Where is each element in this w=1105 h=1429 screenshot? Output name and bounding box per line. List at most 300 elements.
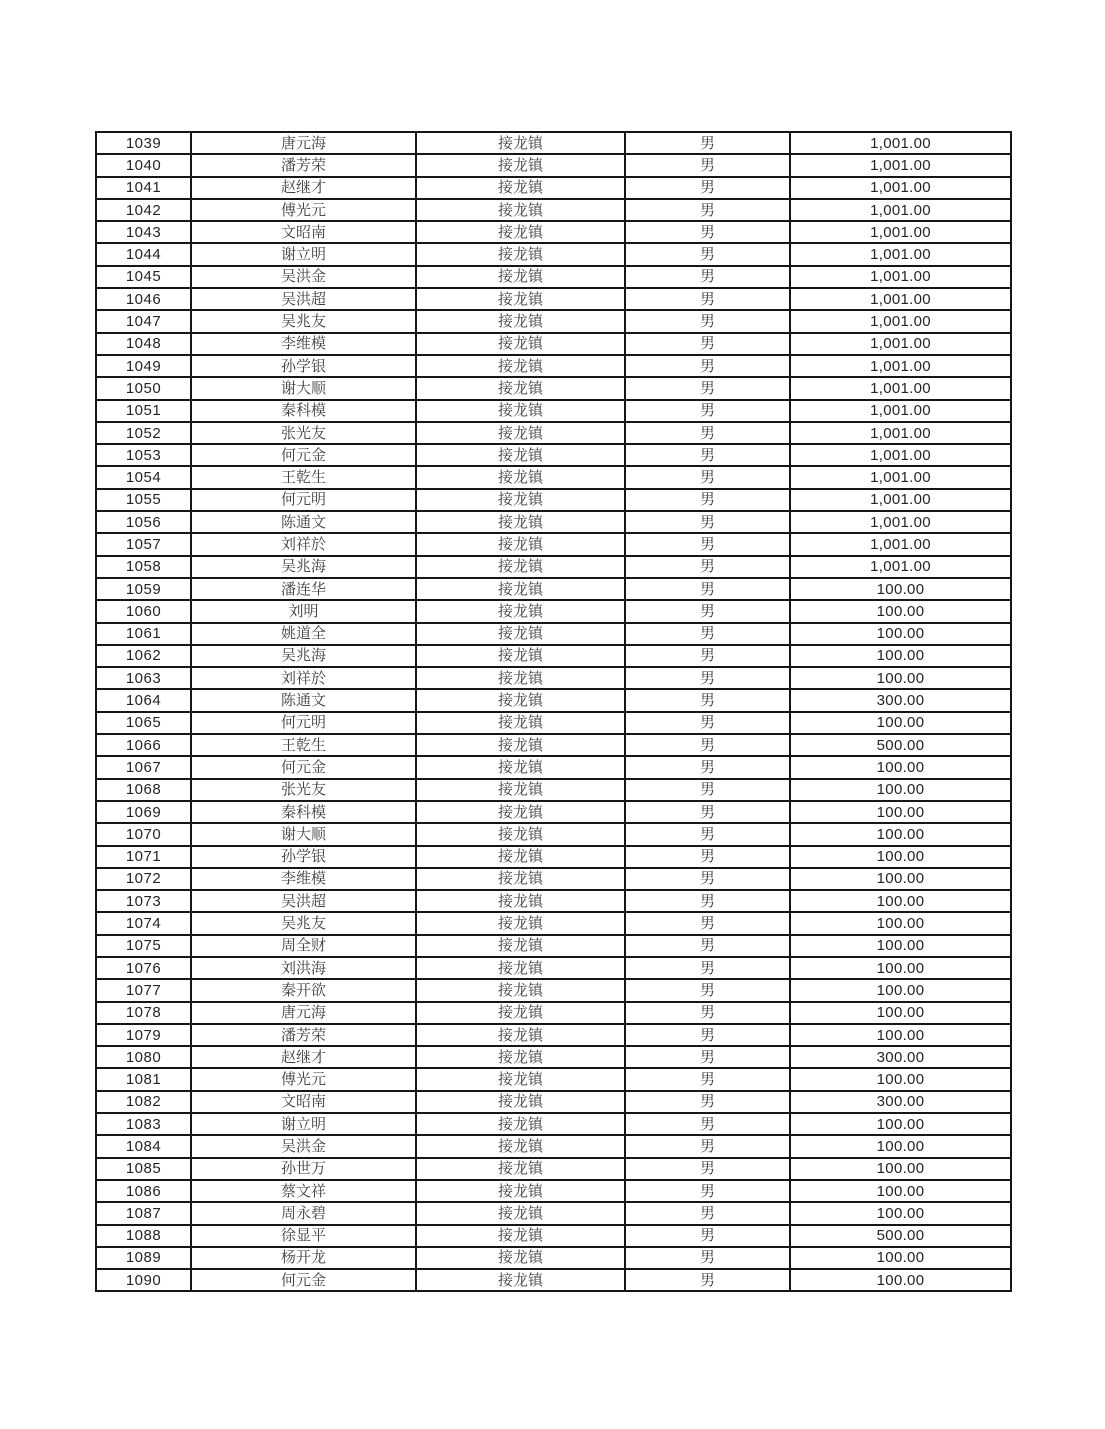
cell-amount: 500.00 [790,734,1011,756]
cell-amount: 1,001.00 [790,377,1011,399]
cell-amount: 100.00 [790,1158,1011,1180]
cell-amount: 1,001.00 [790,511,1011,533]
table-row [96,846,1011,868]
cell-name: 潘连华 [191,578,416,600]
cell-id: 1058 [96,556,191,578]
cell-id: 1077 [96,979,191,1001]
cell-town: 接龙镇 [416,734,625,756]
cell-name: 吴兆海 [191,645,416,667]
cell-id: 1044 [96,243,191,265]
cell-amount: 100.00 [790,1024,1011,1046]
cell-id: 1084 [96,1135,191,1157]
table-row [96,199,1011,221]
cell-gender: 男 [625,466,790,488]
cell-amount: 1,001.00 [790,243,1011,265]
cell-amount: 100.00 [790,712,1011,734]
cell-town: 接龙镇 [416,712,625,734]
cell-town: 接龙镇 [416,1225,625,1247]
cell-amount: 1,001.00 [790,556,1011,578]
cell-amount: 100.00 [790,935,1011,957]
cell-town: 接龙镇 [416,823,625,845]
cell-gender: 男 [625,132,790,154]
cell-name: 杨开龙 [191,1247,416,1269]
cell-name: 吴兆友 [191,310,416,332]
cell-id: 1083 [96,1113,191,1135]
table-row [96,333,1011,355]
cell-id: 1086 [96,1180,191,1202]
cell-id: 1057 [96,533,191,555]
cell-amount: 1,001.00 [790,177,1011,199]
cell-gender: 男 [625,511,790,533]
cell-name: 赵继才 [191,177,416,199]
cell-gender: 男 [625,600,790,622]
table-row [96,912,1011,934]
cell-id: 1056 [96,511,191,533]
table-row [96,310,1011,332]
cell-amount: 1,001.00 [790,154,1011,176]
cell-town: 接龙镇 [416,556,625,578]
cell-gender: 男 [625,444,790,466]
cell-town: 接龙镇 [416,689,625,711]
cell-name: 赵继才 [191,1046,416,1068]
cell-town: 接龙镇 [416,645,625,667]
table-row [96,734,1011,756]
cell-gender: 男 [625,266,790,288]
cell-gender: 男 [625,177,790,199]
cell-name: 陈通文 [191,689,416,711]
cell-name: 张光友 [191,422,416,444]
cell-name: 周全财 [191,935,416,957]
cell-id: 1078 [96,1002,191,1024]
cell-amount: 1,001.00 [790,132,1011,154]
cell-id: 1039 [96,132,191,154]
cell-gender: 男 [625,734,790,756]
table-row [96,511,1011,533]
cell-town: 接龙镇 [416,466,625,488]
cell-town: 接龙镇 [416,377,625,399]
table-row [96,466,1011,488]
cell-gender: 男 [625,422,790,444]
cell-town: 接龙镇 [416,1180,625,1202]
cell-town: 接龙镇 [416,1135,625,1157]
cell-gender: 男 [625,957,790,979]
cell-amount: 1,001.00 [790,355,1011,377]
cell-amount: 100.00 [790,1247,1011,1269]
cell-gender: 男 [625,377,790,399]
cell-id: 1066 [96,734,191,756]
cell-town: 接龙镇 [416,1158,625,1180]
cell-name: 唐元海 [191,1002,416,1024]
table-row [96,1135,1011,1157]
cell-name: 王乾生 [191,734,416,756]
cell-id: 1080 [96,1046,191,1068]
cell-id: 1085 [96,1158,191,1180]
cell-name: 吴兆海 [191,556,416,578]
cell-name: 吴兆友 [191,912,416,934]
cell-amount: 100.00 [790,1113,1011,1135]
cell-town: 接龙镇 [416,243,625,265]
cell-amount: 1,001.00 [790,310,1011,332]
cell-gender: 男 [625,221,790,243]
table-row [96,489,1011,511]
table-row [96,1202,1011,1224]
cell-town: 接龙镇 [416,801,625,823]
table-row [96,444,1011,466]
cell-amount: 300.00 [790,1046,1011,1068]
cell-town: 接龙镇 [416,132,625,154]
payment-roster-table [95,131,1012,1292]
cell-amount: 100.00 [790,645,1011,667]
table-row [96,868,1011,890]
table-row [96,957,1011,979]
cell-id: 1055 [96,489,191,511]
cell-gender: 男 [625,623,790,645]
cell-town: 接龙镇 [416,1247,625,1269]
cell-town: 接龙镇 [416,533,625,555]
cell-id: 1090 [96,1269,191,1291]
table-row [96,221,1011,243]
cell-name: 何元金 [191,444,416,466]
cell-id: 1054 [96,466,191,488]
table-row [96,1247,1011,1269]
cell-id: 1069 [96,801,191,823]
cell-id: 1065 [96,712,191,734]
cell-amount: 100.00 [790,578,1011,600]
cell-name: 秦开欲 [191,979,416,1001]
table-row [96,288,1011,310]
table-row [96,1158,1011,1180]
cell-gender: 男 [625,935,790,957]
cell-amount: 100.00 [790,1180,1011,1202]
cell-id: 1060 [96,600,191,622]
table-row [96,177,1011,199]
cell-gender: 男 [625,823,790,845]
cell-gender: 男 [625,667,790,689]
cell-amount: 1,001.00 [790,266,1011,288]
cell-id: 1048 [96,333,191,355]
table-row [96,979,1011,1001]
cell-gender: 男 [625,1002,790,1024]
cell-gender: 男 [625,243,790,265]
cell-gender: 男 [625,1024,790,1046]
cell-name: 吴洪金 [191,266,416,288]
table-row [96,1113,1011,1135]
cell-id: 1067 [96,756,191,778]
cell-gender: 男 [625,1046,790,1068]
cell-amount: 100.00 [790,623,1011,645]
cell-amount: 100.00 [790,979,1011,1001]
cell-town: 接龙镇 [416,756,625,778]
table-row [96,623,1011,645]
cell-id: 1073 [96,890,191,912]
cell-gender: 男 [625,801,790,823]
cell-id: 1088 [96,1225,191,1247]
table-row [96,823,1011,845]
cell-id: 1089 [96,1247,191,1269]
table-row [96,756,1011,778]
cell-gender: 男 [625,533,790,555]
cell-town: 接龙镇 [416,1269,625,1291]
cell-gender: 男 [625,556,790,578]
table-row [96,556,1011,578]
cell-name: 何元明 [191,489,416,511]
cell-amount: 100.00 [790,912,1011,934]
cell-amount: 1,001.00 [790,422,1011,444]
cell-gender: 男 [625,912,790,934]
cell-town: 接龙镇 [416,221,625,243]
table-row [96,1180,1011,1202]
cell-id: 1068 [96,779,191,801]
cell-id: 1072 [96,868,191,890]
cell-amount: 100.00 [790,890,1011,912]
cell-name: 傅光元 [191,1068,416,1090]
cell-amount: 100.00 [790,600,1011,622]
cell-gender: 男 [625,1091,790,1113]
cell-amount: 100.00 [790,823,1011,845]
cell-gender: 男 [625,689,790,711]
cell-amount: 100.00 [790,1002,1011,1024]
cell-name: 文昭南 [191,1091,416,1113]
cell-id: 1049 [96,355,191,377]
cell-name: 周永碧 [191,1202,416,1224]
cell-name: 潘芳荣 [191,154,416,176]
cell-town: 接龙镇 [416,154,625,176]
cell-name: 何元金 [191,756,416,778]
cell-name: 何元明 [191,712,416,734]
cell-name: 吴洪超 [191,890,416,912]
cell-gender: 男 [625,1225,790,1247]
cell-gender: 男 [625,1135,790,1157]
cell-amount: 100.00 [790,1068,1011,1090]
cell-amount: 100.00 [790,801,1011,823]
cell-name: 孙学银 [191,355,416,377]
cell-town: 接龙镇 [416,355,625,377]
cell-id: 1071 [96,846,191,868]
cell-town: 接龙镇 [416,890,625,912]
cell-town: 接龙镇 [416,1113,625,1135]
cell-id: 1070 [96,823,191,845]
table-row [96,1091,1011,1113]
table-row [96,578,1011,600]
payment-roster-body [96,132,1011,1291]
cell-town: 接龙镇 [416,266,625,288]
cell-town: 接龙镇 [416,444,625,466]
cell-gender: 男 [625,288,790,310]
cell-gender: 男 [625,400,790,422]
cell-gender: 男 [625,868,790,890]
cell-gender: 男 [625,333,790,355]
cell-name: 谢大顺 [191,377,416,399]
cell-id: 1087 [96,1202,191,1224]
cell-gender: 男 [625,645,790,667]
cell-amount: 100.00 [790,846,1011,868]
table-row [96,689,1011,711]
cell-name: 潘芳荣 [191,1024,416,1046]
cell-amount: 500.00 [790,1225,1011,1247]
table-row [96,1225,1011,1247]
cell-gender: 男 [625,846,790,868]
cell-gender: 男 [625,489,790,511]
cell-name: 秦科模 [191,400,416,422]
cell-town: 接龙镇 [416,1091,625,1113]
cell-gender: 男 [625,1113,790,1135]
cell-name: 谢大顺 [191,823,416,845]
cell-id: 1041 [96,177,191,199]
cell-town: 接龙镇 [416,400,625,422]
cell-id: 1043 [96,221,191,243]
cell-amount: 100.00 [790,1269,1011,1291]
cell-amount: 300.00 [790,1091,1011,1113]
cell-gender: 男 [625,1269,790,1291]
cell-town: 接龙镇 [416,623,625,645]
cell-name: 陈通文 [191,511,416,533]
cell-id: 1061 [96,623,191,645]
cell-name: 姚道全 [191,623,416,645]
cell-amount: 1,001.00 [790,400,1011,422]
cell-name: 王乾生 [191,466,416,488]
table-row [96,801,1011,823]
cell-id: 1076 [96,957,191,979]
table-row [96,355,1011,377]
cell-id: 1074 [96,912,191,934]
cell-gender: 男 [625,154,790,176]
cell-amount: 1,001.00 [790,489,1011,511]
cell-id: 1079 [96,1024,191,1046]
cell-town: 接龙镇 [416,288,625,310]
table-row [96,377,1011,399]
table-row [96,1024,1011,1046]
cell-town: 接龙镇 [416,846,625,868]
table-row [96,1269,1011,1291]
cell-name: 李维模 [191,868,416,890]
cell-id: 1047 [96,310,191,332]
cell-id: 1053 [96,444,191,466]
cell-gender: 男 [625,1158,790,1180]
cell-name: 文昭南 [191,221,416,243]
cell-town: 接龙镇 [416,578,625,600]
cell-name: 谢立明 [191,1113,416,1135]
cell-name: 刘洪海 [191,957,416,979]
table-row [96,400,1011,422]
cell-id: 1042 [96,199,191,221]
cell-gender: 男 [625,1202,790,1224]
cell-town: 接龙镇 [416,422,625,444]
cell-gender: 男 [625,578,790,600]
cell-town: 接龙镇 [416,868,625,890]
cell-gender: 男 [625,199,790,221]
table-row [96,645,1011,667]
cell-name: 何元金 [191,1269,416,1291]
table-row [96,132,1011,154]
cell-gender: 男 [625,712,790,734]
table-row [96,1068,1011,1090]
cell-amount: 100.00 [790,1135,1011,1157]
table-row [96,243,1011,265]
cell-amount: 1,001.00 [790,444,1011,466]
cell-amount: 1,001.00 [790,288,1011,310]
cell-town: 接龙镇 [416,1002,625,1024]
table-row [96,266,1011,288]
cell-town: 接龙镇 [416,600,625,622]
cell-town: 接龙镇 [416,1068,625,1090]
cell-gender: 男 [625,355,790,377]
cell-id: 1062 [96,645,191,667]
cell-amount: 1,001.00 [790,333,1011,355]
cell-name: 徐显平 [191,1225,416,1247]
cell-amount: 100.00 [790,779,1011,801]
cell-name: 吴洪金 [191,1135,416,1157]
cell-id: 1082 [96,1091,191,1113]
cell-name: 秦科模 [191,801,416,823]
cell-town: 接龙镇 [416,667,625,689]
cell-id: 1075 [96,935,191,957]
cell-town: 接龙镇 [416,199,625,221]
cell-town: 接龙镇 [416,333,625,355]
cell-gender: 男 [625,310,790,332]
table-row [96,533,1011,555]
cell-amount: 100.00 [790,667,1011,689]
cell-town: 接龙镇 [416,779,625,801]
table-row [96,154,1011,176]
cell-gender: 男 [625,756,790,778]
cell-gender: 男 [625,1247,790,1269]
cell-amount: 100.00 [790,868,1011,890]
cell-id: 1081 [96,1068,191,1090]
cell-name: 李维模 [191,333,416,355]
table-row [96,667,1011,689]
cell-amount: 1,001.00 [790,466,1011,488]
cell-gender: 男 [625,890,790,912]
cell-id: 1050 [96,377,191,399]
cell-gender: 男 [625,779,790,801]
cell-id: 1052 [96,422,191,444]
cell-name: 刘祥於 [191,667,416,689]
cell-id: 1045 [96,266,191,288]
cell-town: 接龙镇 [416,1024,625,1046]
cell-amount: 100.00 [790,1202,1011,1224]
table-row [96,1046,1011,1068]
cell-name: 刘祥於 [191,533,416,555]
cell-id: 1064 [96,689,191,711]
cell-amount: 1,001.00 [790,533,1011,555]
cell-town: 接龙镇 [416,177,625,199]
cell-amount: 1,001.00 [790,199,1011,221]
cell-amount: 100.00 [790,957,1011,979]
cell-gender: 男 [625,979,790,1001]
cell-gender: 男 [625,1180,790,1202]
cell-gender: 男 [625,1068,790,1090]
table-row [96,712,1011,734]
cell-name: 蔡文祥 [191,1180,416,1202]
cell-town: 接龙镇 [416,979,625,1001]
cell-amount: 100.00 [790,756,1011,778]
cell-town: 接龙镇 [416,310,625,332]
cell-town: 接龙镇 [416,489,625,511]
cell-town: 接龙镇 [416,1046,625,1068]
cell-id: 1063 [96,667,191,689]
cell-name: 张光友 [191,779,416,801]
cell-name: 唐元海 [191,132,416,154]
table-row [96,422,1011,444]
table-row [96,600,1011,622]
table-row [96,1002,1011,1024]
cell-name: 孙世万 [191,1158,416,1180]
cell-name: 刘明 [191,600,416,622]
cell-id: 1046 [96,288,191,310]
table-row [96,779,1011,801]
cell-town: 接龙镇 [416,912,625,934]
table-row [96,890,1011,912]
